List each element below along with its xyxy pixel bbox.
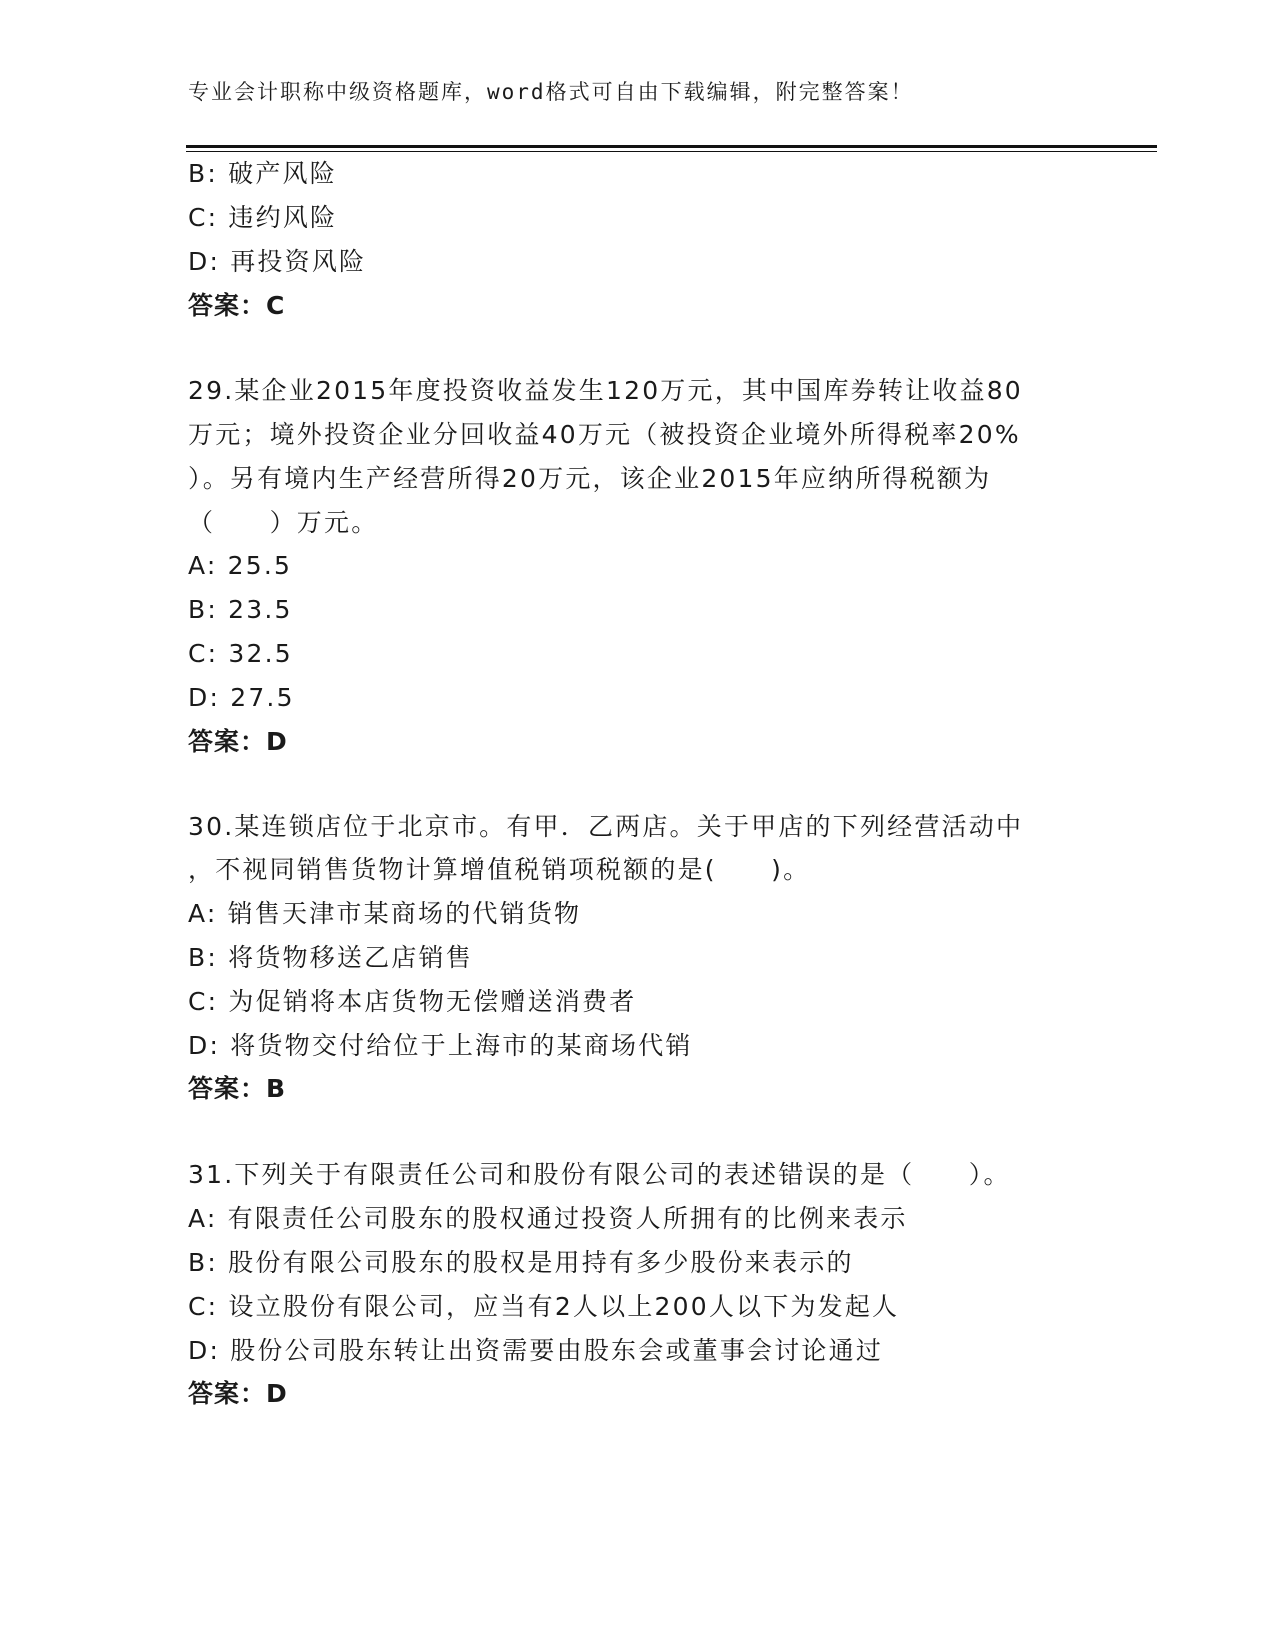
option-c: C: 32.5 — [188, 639, 293, 668]
option-c: C: 违约风险 — [188, 203, 338, 232]
answer-line: 答案：C — [188, 291, 286, 320]
header-divider-thick — [186, 145, 1157, 148]
option-b: B: 破产风险 — [188, 159, 337, 188]
answer-line: 答案：B — [188, 1074, 287, 1103]
option-d: D: 再投资风险 — [188, 247, 367, 276]
question-text: （ ）万元。 — [188, 508, 379, 537]
option-d: D: 27.5 — [188, 683, 295, 712]
page-header: 专业会计职称中级资格题库，word格式可自由下载编辑，附完整答案！ — [188, 80, 914, 104]
header-divider-thin — [186, 151, 1157, 152]
option-c: C: 设立股份有限公司，应当有2人以上200人以下为发起人 — [188, 1292, 900, 1321]
question-text: 30.某连锁店位于北京市。有甲．乙两店。关于甲店的下列经营活动中 — [188, 812, 1024, 841]
question-text: ，不视同销售货物计算增值税销项税额的是( )。 — [188, 855, 811, 884]
option-a: A: 销售天津市某商场的代销货物 — [188, 899, 582, 928]
question-text: 29.某企业2015年度投资收益发生120万元，其中国库券转让收益80 — [188, 376, 1023, 405]
option-b: B: 将货物移送乙店销售 — [188, 943, 473, 972]
option-c: C: 为促销将本店货物无偿赠送消费者 — [188, 987, 637, 1016]
option-a: A: 25.5 — [188, 551, 293, 580]
question-text: 31.下列关于有限责任公司和股份有限公司的表述错误的是（ ）。 — [188, 1160, 1011, 1189]
answer-line: 答案：D — [188, 727, 288, 756]
question-text: 万元；境外投资企业分回收益40万元（被投资企业境外所得税率20% — [188, 420, 1021, 449]
option-b: B: 股份有限公司股东的股权是用持有多少股份来表示的 — [188, 1248, 854, 1277]
option-a: A: 有限责任公司股东的股权通过投资人所拥有的比例来表示 — [188, 1204, 908, 1233]
option-d: D: 将货物交付给位于上海市的某商场代销 — [188, 1031, 693, 1060]
option-d: D: 股份公司股东转让出资需要由股东会或董事会讨论通过 — [188, 1336, 884, 1365]
answer-line: 答案：D — [188, 1379, 288, 1408]
option-b: B: 23.5 — [188, 595, 293, 624]
question-text: ）。另有境内生产经营所得20万元，该企业2015年应纳所得税额为 — [188, 464, 992, 493]
